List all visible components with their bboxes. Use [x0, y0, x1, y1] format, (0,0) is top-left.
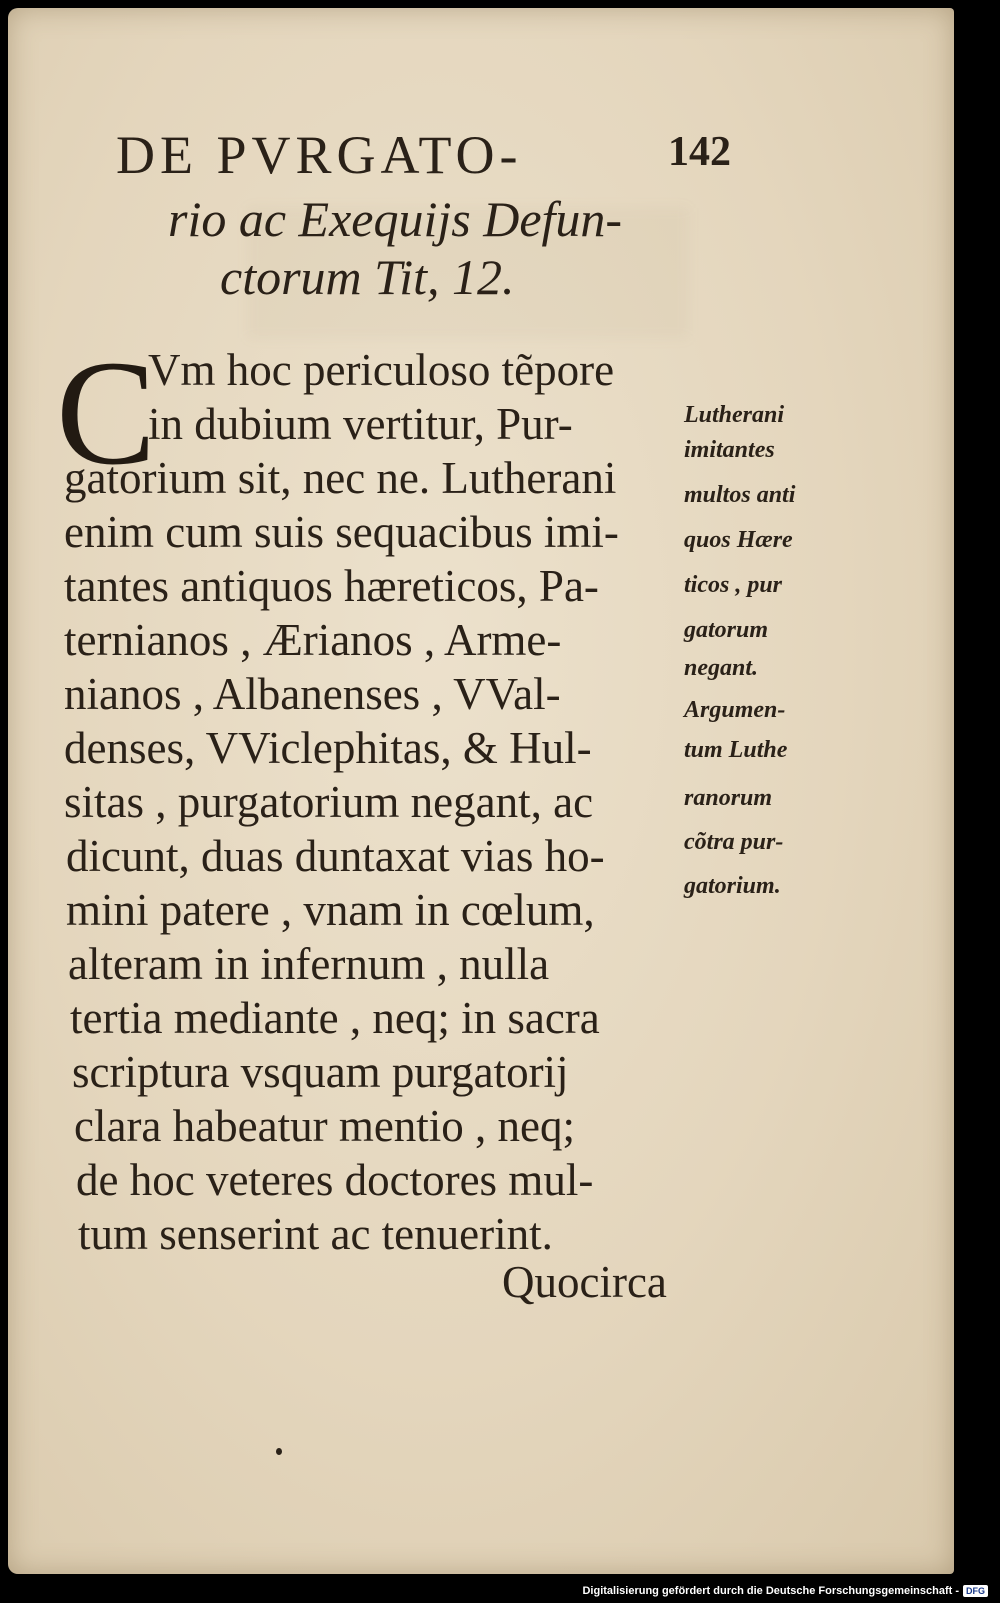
heading-line-1: DE PVRGATO-	[116, 125, 523, 185]
body-line: clara habeatur mentio , neq;	[74, 1101, 576, 1151]
catchword: Quocirca	[502, 1257, 667, 1307]
heading-line-3: ctorum Tit, 12.	[220, 249, 515, 305]
heading-line-2: rio ac Exequijs Defun-	[168, 191, 623, 247]
body-line: scriptura vsquam purgatorij	[72, 1047, 569, 1097]
margin-note: multos anti	[684, 482, 796, 508]
body-line: tum senserint ac tenuerint.	[78, 1209, 553, 1259]
margin-note: Argumen-	[684, 697, 786, 723]
dfg-logo: DFG	[963, 1585, 988, 1597]
body-line: alteram in infernum , nulla	[68, 939, 550, 989]
margin-note: quos Hære	[684, 527, 793, 553]
margin-note: cõtra pur-	[684, 829, 784, 855]
ink-dot	[276, 1448, 282, 1455]
body-line: tantes antiquos hæreticos, Pa-	[64, 561, 599, 611]
footer-credit: Digitalisierung gefördert durch die Deutsche Forschungsgemeinschaft -	[582, 1584, 959, 1597]
margin-note: gatorium.	[684, 873, 781, 899]
margin-note: gatorum	[684, 617, 769, 643]
margin-note: imitantes	[684, 437, 775, 463]
body-line: Vm hoc periculoso tẽpore	[148, 345, 615, 395]
body-line: nianos , Albanenses , VVal-	[64, 669, 561, 719]
body-line: gatorium sit, nec ne. Lutherani	[64, 453, 617, 503]
margin-note: ticos , pur	[684, 572, 783, 598]
book-page	[8, 8, 954, 1574]
body-line: sitas , purgatorium negant, ac	[64, 777, 594, 827]
body-line: de hoc veteres doctores mul-	[76, 1155, 594, 1205]
drop-cap-initial: C	[56, 330, 157, 496]
digitization-footer	[0, 1578, 1000, 1603]
body-line: denses, VViclephitas, & Hul-	[64, 723, 592, 773]
body-line: tertia mediante , neq; in sacra	[70, 993, 600, 1043]
page-number: 142	[668, 129, 731, 175]
margin-note: tum Luthe	[684, 737, 788, 763]
margin-note: negant.	[684, 655, 759, 681]
body-line: dicunt, duas duntaxat vias ho-	[66, 831, 605, 881]
body-line: enim cum suis sequacibus imi-	[64, 507, 619, 557]
body-line: mini patere , vnam in cœlum,	[66, 885, 595, 935]
body-line: in dubium vertitur, Pur-	[148, 399, 573, 449]
margin-note: Lutherani	[684, 402, 785, 428]
margin-note: ranorum	[684, 785, 773, 811]
body-line: ternianos , Ærianos , Arme-	[64, 615, 562, 665]
